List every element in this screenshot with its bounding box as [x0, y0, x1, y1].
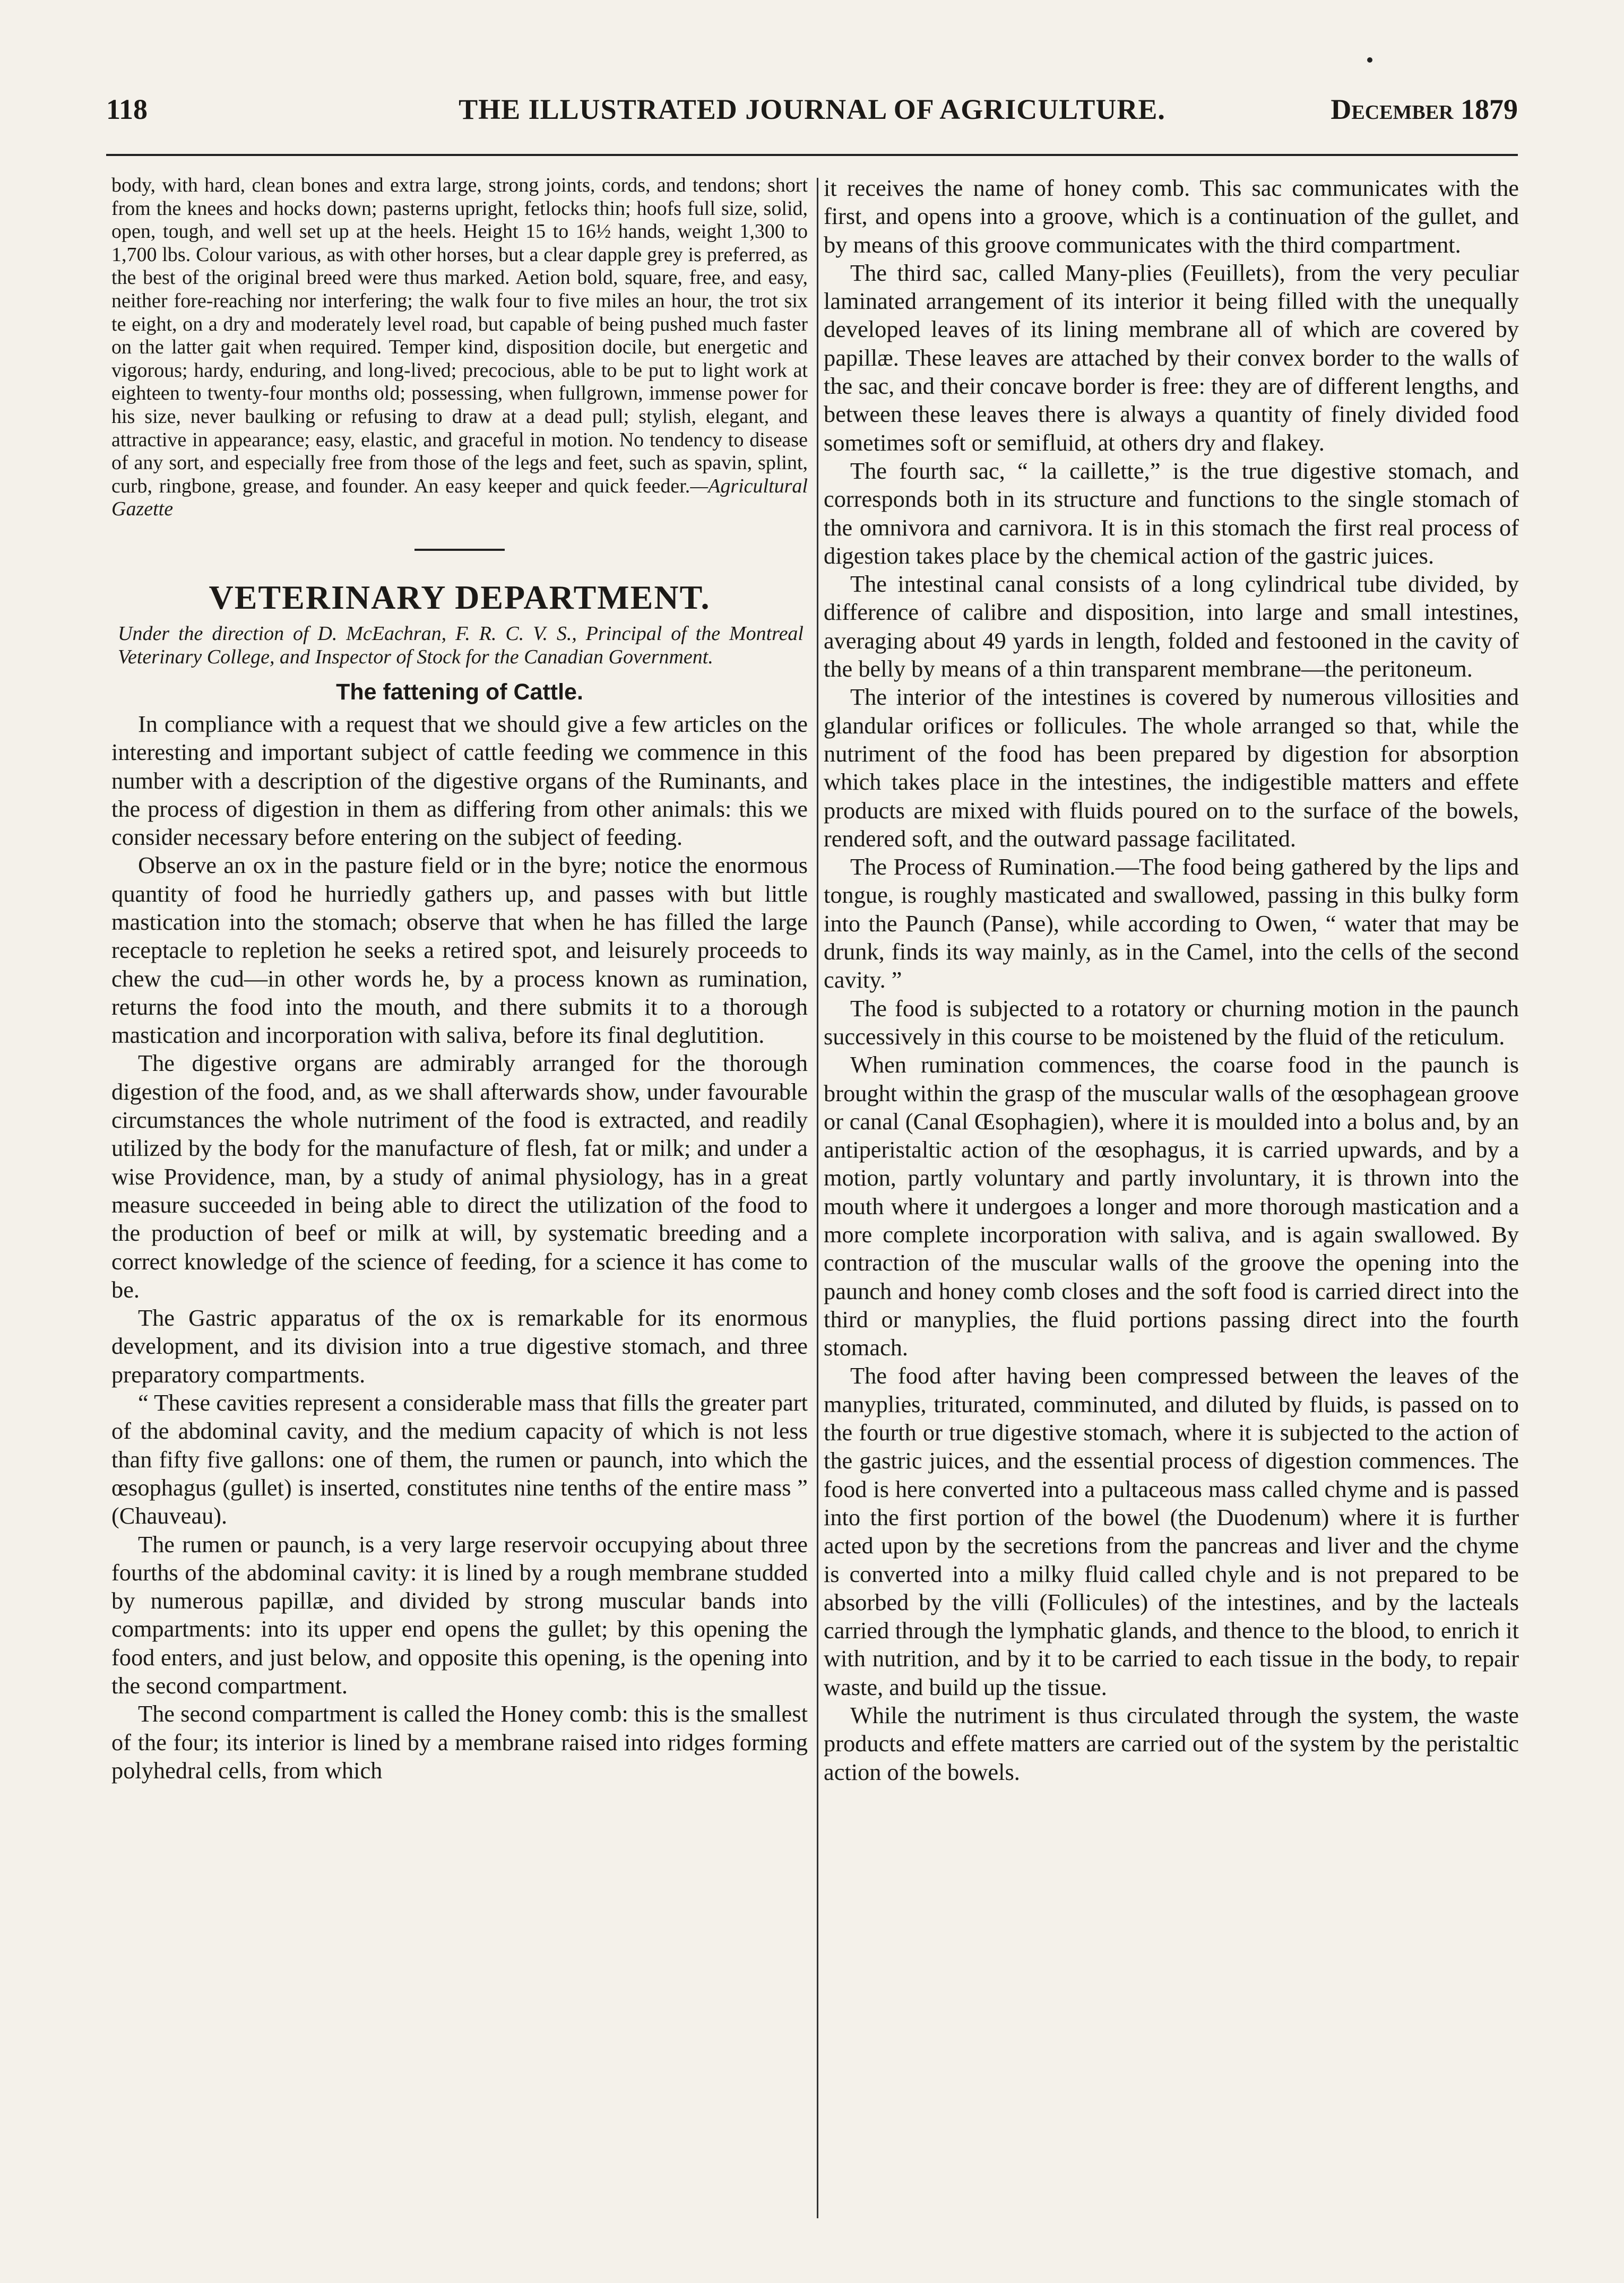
print-speck [1367, 57, 1372, 63]
article-paragraph: The fourth sac, “ la caillette,” is the true digestive stomach, and corresponds both in its structure and functions to the single stomach of the omnivora and carnivora. It is in this stomach the first real process of digestion takes place by the chemical action of the gastric juices. [824, 457, 1519, 569]
article-paragraph: When rumination commences, the coarse food in the paunch is brought within the grasp of the muscular walls of the œsophagean groove or canal (Canal Œsophagien), where it is moulded into a bolus and, by an antiperistaltic action of the œsophagus, it is carried upwards, and by a motion, partly voluntary and partly involuntary, it is thrown into the mouth where it undergoes a longer and more thorough mastication and a more complete incorporation with saliva, and is again swallowed. By contraction of the muscular walls of the groove the opening into the paunch and honey comb closes and the soft food is carried direct into the third or manyplies, the fluid portions passing direct into the fourth stomach. [824, 1051, 1519, 1361]
section-rule [414, 549, 505, 551]
article-paragraph: The interior of the intestines is covered by numerous villosities and glandular orifices or follicules. The whole arranged so that, while the nutriment of the food has been prepared by digestion for absorption which takes place in the intestines, the indigestible matters and effete products are mixed with fluids poured on to the surface of the bowels, rendered soft, and the outward passage facilitated. [824, 684, 1519, 852]
intro-paragraph: body, with hard, clean bones and extra large, strong joints, cords, and tendons; short from the knees and hocks down; pasterns upright, fetlocks thin; hoofs full size, solid, open, tough, and well set up at the heels. Height 15 to 16½ hands, weight 1,300 to 1,700 lbs. Colour various, as with other horses, but a clear dapple grey is preferred, as the best of the original breed were thus marked. Aetion bold, square, free, and easy, neither fore-reaching nor interfering; the walk four to five miles an hour, the trot six te eight, on a dry and moderately level road, but capable of being pushed much faster on the latter gait when required. Temper kind, disposition docile, but energetic and vigorous; hardy, enduring, and long-lived; precocious, able to be put to light work at eighteen to twenty-four months old; possessing, when fullgrown, immense power for his size, never baulking or refusing to draw at a dead pull; stylish, elegant, and attractive in appearance; easy, elastic, and graceful in motion. No tendency to disease of any sort, and especially free from those of the legs and feet, such as spavin, splint, curb, ringbone, grease, and founder. An easy keeper and quick feeder. [111, 174, 808, 497]
column-divider [817, 178, 818, 2218]
intro-source: —Agricultural Gazette [111, 474, 808, 521]
article-title: The fattening of Cattle. [336, 679, 583, 705]
issue-date: December 1879 [1331, 93, 1518, 125]
article-paragraph: The food is subjected to a rotatory or churning motion in the paunch successively in this course to be moistened by the fluid of the reticulum. [824, 995, 1519, 1050]
article-paragraph: The rumen or paunch, is a very large reservoir occupying about three fourths of the abdominal cavity: it is lined by a rough membrane studded by numerous papillæ, and divided by strong muscular bands into compartments: into its upper end opens the gullet; by this opening the food enters, and just below, and opposite this opening, is the opening into the second compartment. [111, 1530, 808, 1699]
page-header [106, 93, 1518, 135]
article-paragraph: The digestive organs are admirably arranged for the thorough digestion of the food, and, as we shall afterwards show, under favourable circumstances the whole nutriment of the food is extracted, and readily utilized by the body for the manufacture of flesh, fat or milk; and under a wise Providence, man, by a study of animal physiology, has in a great measure succeeded in being able to direct the utilization of the food to the production of beef or milk at will, by systematic breeding and a correct knowledge of the science of feeding, for a science it has come to be. [111, 1050, 808, 1303]
horse-description [111, 174, 808, 521]
page-number: 118 [106, 93, 148, 125]
article-paragraph: In compliance with a request that we should give a few articles on the interesting and important subject of cattle feeding we commence in this number with a description of the digestive organs of the Ruminants, and the process of digestion in them as differing from other animals: this we consider necessary before entering on the subject of feeding. [111, 710, 808, 851]
article-paragraph: While the nutriment is thus circulated through the system, the waste products and effete matters are carried out of the system by the peristaltic action of the bowels. [824, 1702, 1519, 1785]
right-column [824, 174, 1519, 1786]
left-column [111, 174, 808, 1785]
article-paragraph: The Gastric apparatus of the ox is remarkable for its enormous development, and its division into a true digestive stomach, and three preparatory compartments. [111, 1304, 808, 1388]
header-rule [106, 154, 1518, 156]
rumination-paragraph: The Process of Rumination.—The food being gathered by the lips and tongue, is roughly masticated and swallowed, passing in this bulky form into the Paunch (Panse), while according to Owen, “ water that may be drunk, finds its way mainly, as in the Camel, into the cells of the second cavity. ” [824, 853, 1519, 993]
department-subtitle: Under the direction of D. McEachran, F. R. C. V. S., Principal of the Montreal Veterinary College, and Inspector of Stock for the Canadian Government. [118, 622, 804, 668]
article-paragraph: The intestinal canal consists of a long cylindrical tube divided, by difference of calibre and disposition, into large and small intestines, averaging about 49 yards in length, folded and festooned in the cavity of the belly by means of a thin transparent membrane—the peritoneum. [824, 570, 1519, 682]
article-paragraph: “ These cavities represent a considerable mass that fills the greater part of the abdominal cavity, and the medium capacity of which is not less than fifty five gallons: one of them, the rumen or paunch, into which the œsophagus (gullet) is inserted, constitutes nine tenths of the entire mass ” (Chauveau). [111, 1389, 808, 1529]
department-title: VETERINARY DEPARTMENT. [209, 578, 711, 616]
article-paragraph: it receives the name of honey comb. This sac communicates with the first, and opens into a groove, which is a continuation of the gullet, and by means of this groove communicates with the third compartment. [824, 175, 1519, 258]
article-paragraph: The food after having been compressed between the leaves of the manyplies, triturated, comminuted, and diluted by fluids, is passed on to the fourth or true digestive stomach, where it is subjected to the action of the gastric juices, and the essential process of digestion commences. The food is here converted into a pultaceous mass called chyme and is passed into the first portion of the bowel (the Duodenum) where it is further acted upon by the secretions from the pancreas and liver and the chyme is converted into a milky fluid called chyle and is not prepared to be absorbed by the villi (Follicules) of the intestines, and by the lacteals carried through the lymphatic glands, and thence to the blood, to enrich it with nutrition, and by it to be carried to each tissue in the body, to repair waste, and build up the tissue. [824, 1362, 1519, 1700]
article-paragraph: The third sac, called Many-plies (Feuillets), from the very peculiar laminated arrangement of its interior it being filled with the unequally developed leaves of its lining membrane all of which are covered by papillæ. These leaves are attached by their convex border to the walls of the sac, and their concave border is free: they are of different lengths, and between these leaves there is always a quantity of finely divided food sometimes soft or semifluid, at others dry and flakey. [824, 259, 1519, 456]
journal-title: THE ILLUSTRATED JOURNAL OF AGRICULTURE. [459, 93, 1165, 125]
article-paragraph: Observe an ox in the pasture field or in the byre; notice the enormous quantity of food he hurriedly gathers up, and passes with but little mastication into the stomach; observe that when he has filled the large receptacle to repletion he seeks a retired spot, and leisurely proceeds to chew the cud—in other words he, by a process known as rumination, returns the food into the mouth, and there submits it to a thorough mastication and incorporation with saliva, before its final deglutition. [111, 852, 808, 1049]
article-paragraph: The second compartment is called the Honey comb: this is the smallest of the four; its interior is lined by a membrane raised into ridges forming polyhedral cells, from which [111, 1700, 808, 1784]
